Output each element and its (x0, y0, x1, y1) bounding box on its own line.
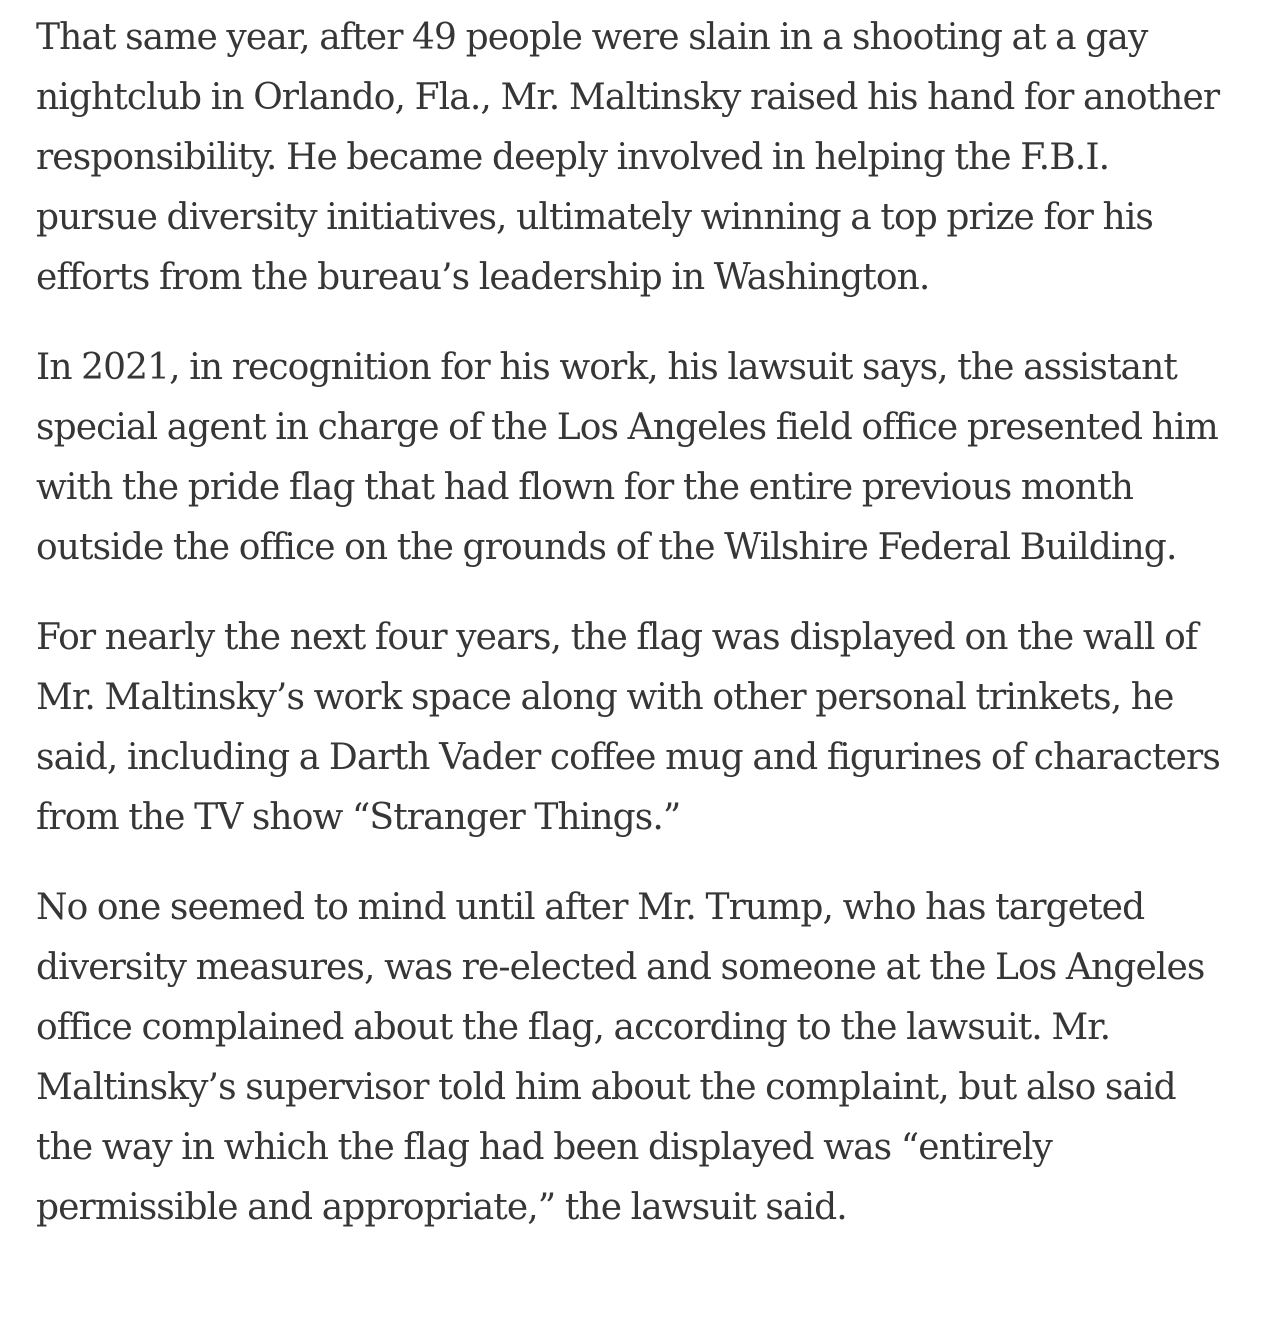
article-paragraph-1: That same year, after 49 people were slain in a shooting at a gay nightclub in Orlando, Fla., Mr. Maltinsky raised his hand for another responsibility. He became deeply involved in helping the F.B.I. pursue diversity initiatives, ultimately winning a top prize for his efforts from the bureau’s leadership in Washington. (36, 17, 1220, 298)
article-paragraph-2: In 2021, in recognition for his work, his lawsuit says, the assistant special agent in charge of the Los Angeles field office presented him with the pride flag that had flown for the entire previous month outside the office on the grounds of the Wilshire Federal Building. (36, 347, 1218, 568)
article-paragraph-3: For nearly the next four years, the flag was displayed on the wall of Mr. Maltinsky’s work space along with other personal trinkets, he said, including a Darth Vader coffee mug and figurines of characters from the TV show “Stranger Things.” (36, 617, 1220, 838)
article-paragraph-4: No one seemed to mind until after Mr. Trump, who has targeted diversity measures, was re-elected and someone at the Los Angeles office complained about the flag, according to the lawsuit. Mr. Maltinsky’s supervisor told him about the complaint, but also said the way in which the flag had been displayed was “entirely permissible and appropriate,” the lawsuit said. (36, 887, 1205, 1228)
